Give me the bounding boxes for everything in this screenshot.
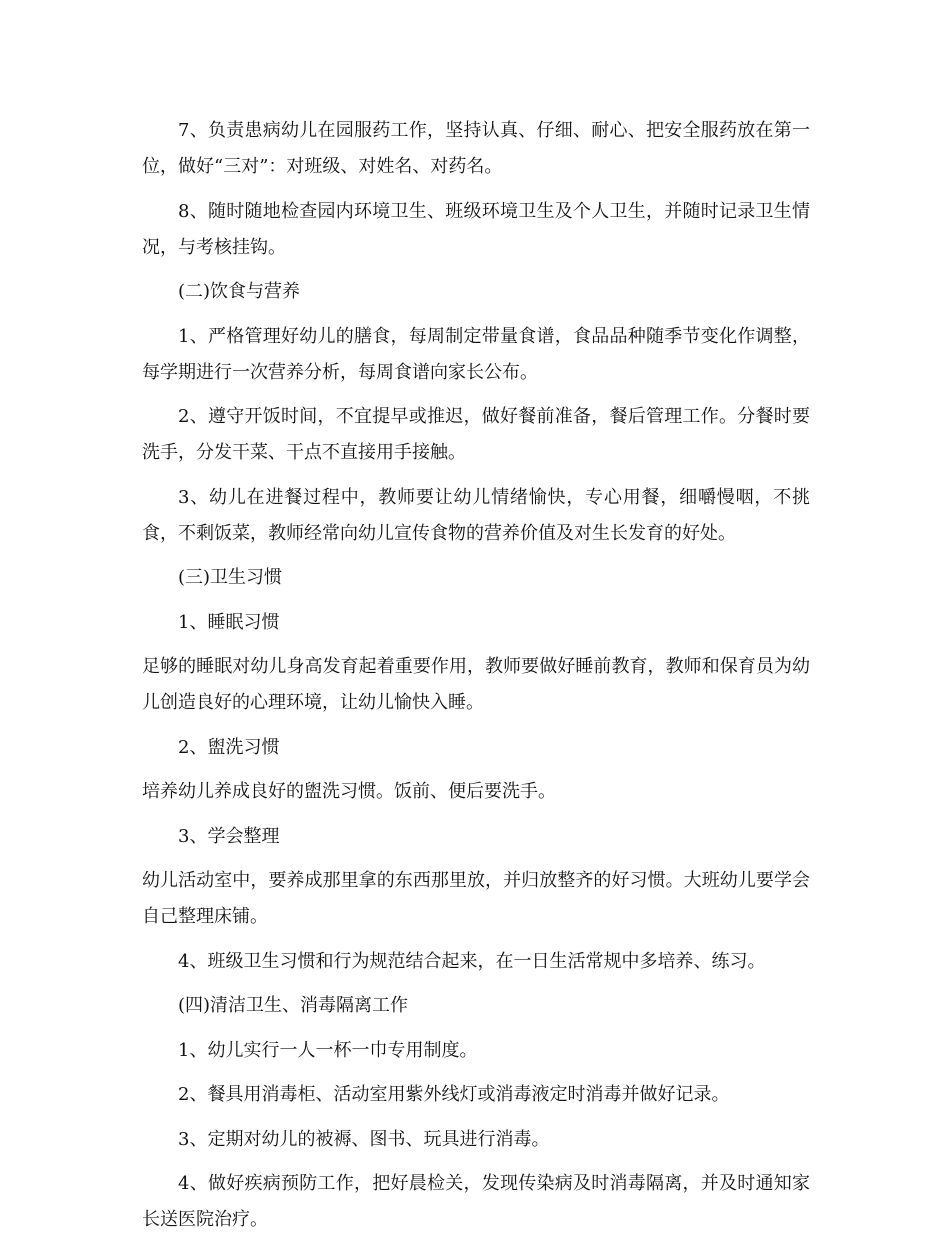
paragraph-sleep: 足够的睡眠对幼儿身高发育起着重要作用，教师要做好睡前教育，教师和保育员为幼儿创造良好的心理环境，让幼儿愉快入睡。 xyxy=(142,656,810,713)
paragraph-item-7: 7、负责患病幼儿在园服药工作，坚持认真、仔细、耐心、把安全服药放在第一位，做好“三对”：对班级、对姓名、对药名。 xyxy=(142,120,810,177)
paragraph-cleaning-2: 2、餐具用消毒柜、活动室用紫外线灯或消毒液定时消毒并做好记录。 xyxy=(178,1084,730,1105)
paragraph-washing: 培养幼儿养成良好的盥洗习惯。饭前、便后要洗手。 xyxy=(142,781,556,802)
paragraph-hygiene-4: 4、班级卫生习惯和行为规范结合起来，在一日生活常规中多培养、练习。 xyxy=(178,950,766,972)
paragraph-diet-2: 2、遵守开饭时间，不宜提早或推迟，做好餐前准备，餐后管理工作。分餐时要洗手，分发干菜、干点不直接用手接触。 xyxy=(142,406,810,463)
section-heading-cleaning: (四)清洁卫生、消毒隔离工作 xyxy=(178,995,409,1016)
subheading-sleep: 1、睡眠习惯 xyxy=(178,611,280,633)
subheading-washing: 2、盥洗习惯 xyxy=(178,736,280,758)
paragraph-diet-1: 1、严格管理好幼儿的膳食，每周制定带量食谱，食品品种随季节变化作调整，每学期进行一次营养分析，每周食谱向家长公布。 xyxy=(142,325,810,383)
section-heading-diet: (二)饮食与营养 xyxy=(178,281,301,302)
section-heading-hygiene: (三)卫生习惯 xyxy=(178,567,283,588)
paragraph-tidying: 幼儿活动室中，要养成那里拿的东西那里放，并归放整齐的好习惯。大班幼儿要学会自己整理床铺。 xyxy=(142,870,810,927)
paragraph-cleaning-1: 1、幼儿实行一人一杯一巾专用制度。 xyxy=(178,1039,478,1061)
paragraph-cleaning-4: 4、做好疾病预防工作，把好晨检关，发现传染病及时消毒隔离，并及时通知家长送医院治疗。 xyxy=(142,1173,810,1230)
document-body xyxy=(142,113,810,1247)
subheading-tidying: 3、学会整理 xyxy=(178,825,280,847)
paragraph-cleaning-3: 3、定期对幼儿的被褥、图书、玩具进行消毒。 xyxy=(178,1128,550,1150)
paragraph-item-8: 8、随时随地检查园内环境卫生、班级环境卫生及个人卫生，并随时记录卫生情况，与考核挂钩。 xyxy=(142,200,810,258)
paragraph-diet-3: 3、幼儿在进餐过程中，教师要让幼儿情绪愉快，专心用餐，细嚼慢咽，不挑食，不剩饭菜，教师经常向幼儿宣传食物的营养价值及对生长发育的好处。 xyxy=(142,486,810,544)
